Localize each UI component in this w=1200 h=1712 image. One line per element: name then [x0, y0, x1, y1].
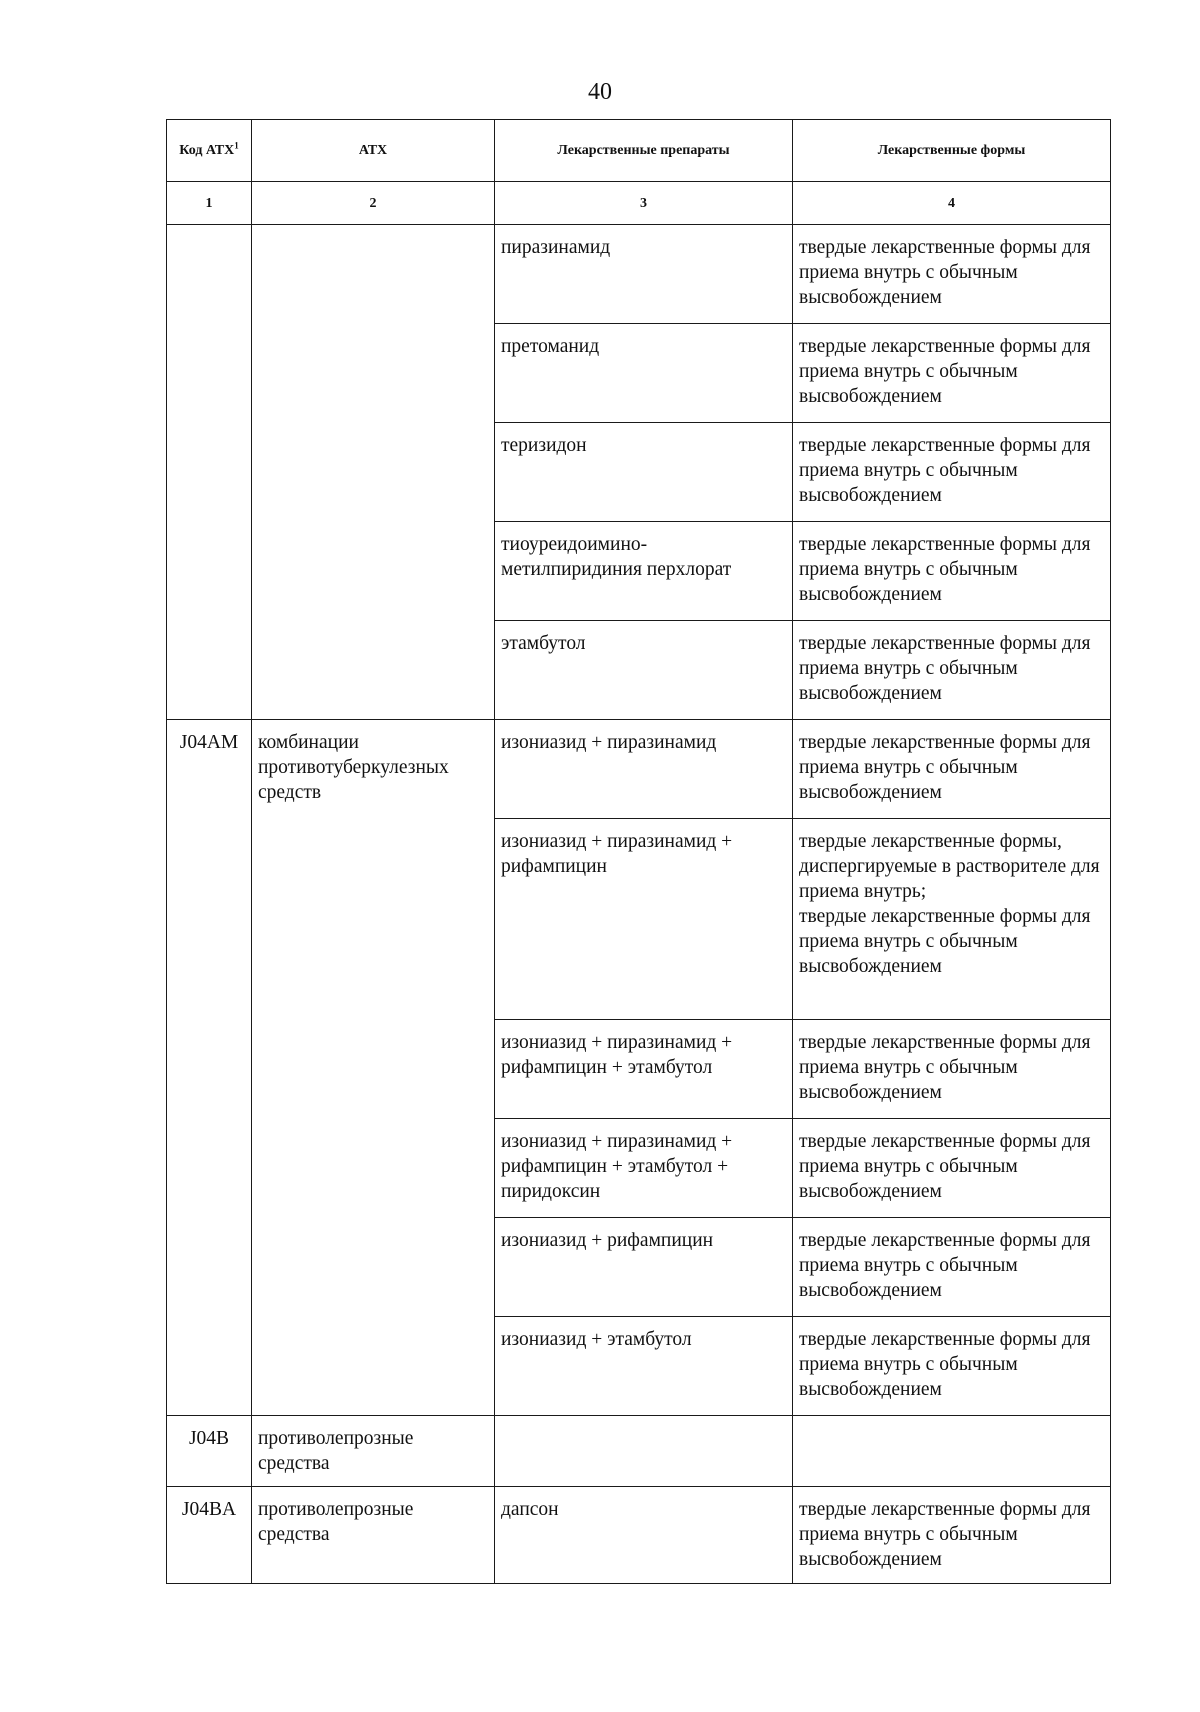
column-number-3: 3: [495, 182, 793, 225]
form-cell: твердые лекарственные формы для приема внутрь с обычным высвобождением: [793, 1020, 1111, 1119]
form-cell: твердые лекарственные формы, диспергируемые в растворителе для приема внутрь; твердые лекарственные формы для приема внутрь с обычным высвобождением: [793, 819, 1111, 1020]
header-drugs: Лекарственные препараты: [495, 120, 793, 182]
drug-cell: изониазид + пиразинамид: [495, 720, 793, 819]
form-cell: твердые лекарственные формы для приема внутрь с обычным высвобождением: [793, 1119, 1111, 1218]
drug-cell: этамбутол: [495, 621, 793, 720]
table-row: [167, 1487, 1111, 1584]
code-cell: J04B: [167, 1416, 252, 1487]
form-cell: твердые лекарственные формы для приема внутрь с обычным высвобождением: [793, 1487, 1111, 1584]
atx-cell: [252, 225, 495, 720]
table-row: [167, 225, 1111, 324]
table-column-numbers-row: [167, 182, 1111, 225]
code-cell: [167, 225, 252, 720]
table-row: [167, 1416, 1111, 1487]
drug-cell: изониазид + пиразинамид + рифампицин: [495, 819, 793, 1020]
drug-cell: изониазид + пиразинамид + рифампицин + этамбутол: [495, 1020, 793, 1119]
header-atx: АТХ: [252, 120, 495, 182]
drug-cell: изониазид + этамбутол: [495, 1317, 793, 1416]
drug-cell: теризидон: [495, 423, 793, 522]
footnote-marker: 1: [234, 140, 239, 151]
table-header-row: [167, 120, 1111, 182]
atx-cell: противолепрозные средства: [252, 1416, 495, 1487]
atx-cell: противолепрозные средства: [252, 1487, 495, 1584]
form-cell: твердые лекарственные формы для приема внутрь с обычным высвобождением: [793, 720, 1111, 819]
code-cell: J04AM: [167, 720, 252, 1416]
drug-cell: изониазид + рифампицин: [495, 1218, 793, 1317]
form-cell: твердые лекарственные формы для приема внутрь с обычным высвобождением: [793, 423, 1111, 522]
page-number: 40: [588, 79, 612, 105]
column-number-4: 4: [793, 182, 1111, 225]
form-cell: твердые лекарственные формы для приема внутрь с обычным высвобождением: [793, 522, 1111, 621]
drug-cell: претоманид: [495, 324, 793, 423]
atx-cell: комбинации противотуберкулезных средств: [252, 720, 495, 1416]
drug-cell: дапсон: [495, 1487, 793, 1584]
atx-table: [166, 119, 1111, 1584]
header-code-atx-label: Код АТХ: [179, 143, 235, 158]
drug-cell: изониазид + пиразинамид + рифампицин + этамбутол + пиридоксин: [495, 1119, 793, 1218]
column-number-2: 2: [252, 182, 495, 225]
form-cell: твердые лекарственные формы для приема внутрь с обычным высвобождением: [793, 324, 1111, 423]
form-cell: твердые лекарственные формы для приема внутрь с обычным высвобождением: [793, 1218, 1111, 1317]
form-cell: твердые лекарственные формы для приема внутрь с обычным высвобождением: [793, 1317, 1111, 1416]
drug-cell: пиразинамид: [495, 225, 793, 324]
code-cell: J04BA: [167, 1487, 252, 1584]
drug-cell: тиоуреидоимино- метилпиридиния перхлорат: [495, 522, 793, 621]
table-row: [167, 720, 1111, 819]
header-code-atx: [167, 120, 252, 182]
drug-cell: [495, 1416, 793, 1487]
form-cell: твердые лекарственные формы для приема внутрь с обычным высвобождением: [793, 621, 1111, 720]
header-forms: Лекарственные формы: [793, 120, 1111, 182]
column-number-1: 1: [167, 182, 252, 225]
form-cell: [793, 1416, 1111, 1487]
form-cell: твердые лекарственные формы для приема внутрь с обычным высвобождением: [793, 225, 1111, 324]
